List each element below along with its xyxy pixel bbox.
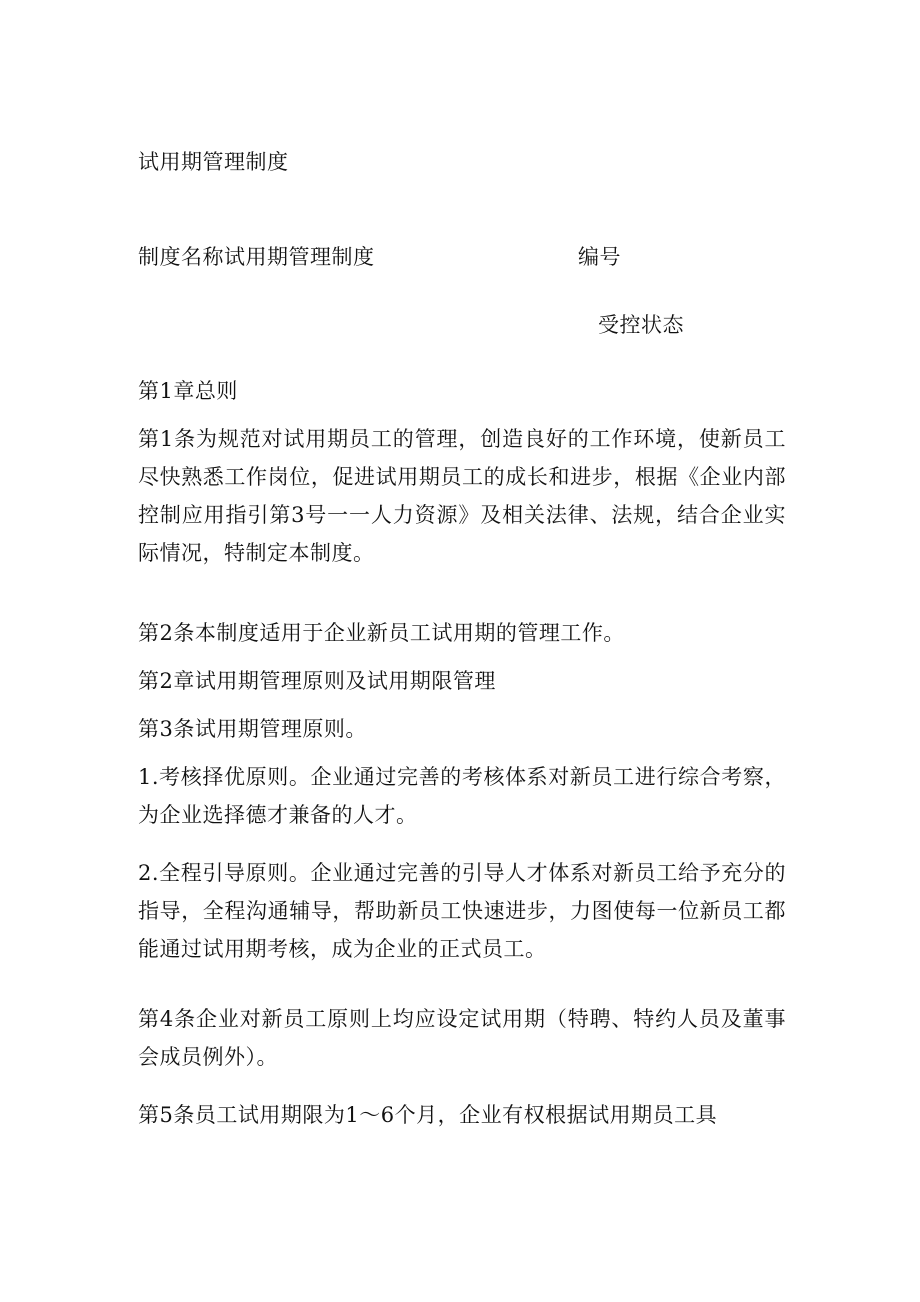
control-status-field: 受控状态 (598, 313, 684, 337)
policy-name-field: 制度名称试用期管理制度 (138, 245, 375, 269)
article-3: 第3条试用期管理原则。 (138, 717, 367, 741)
article-4: 第4条企业对新员工原则上均应设定试用期（特聘、特约人员及董事会成员例外）。 (138, 1007, 786, 1069)
document-title: 试用期管理制度 (138, 150, 289, 174)
article-2: 第2条本制度适用于企业新员工试用期的管理工作。 (138, 621, 625, 645)
chapter-2-heading: 第2章试用期管理原则及试用期限管理 (138, 669, 496, 693)
article-5: 第5条员工试用期限为1～6个月，企业有权根据试用期员工具 (138, 1103, 718, 1127)
chapter-1-heading: 第1章总则 (138, 379, 238, 403)
principle-1: 1.考核择优原则。企业通过完善的考核体系对新员工进行综合考察，为企业选择德才兼备的人才。 (138, 765, 786, 827)
principle-2: 2.全程引导原则。企业通过完善的引导人才体系对新员工给予充分的指导，全程沟通辅导，帮助新员工快速进步，力图使每一位新员工都能通过试用期考核，成为企业的正式员工。 (138, 861, 786, 961)
article-1: 第1条为规范对试用期员工的管理，创造良好的工作环境，使新员工尽快熟悉工作岗位，促进试用期员工的成长和进步，根据《企业内部控制应用指引第3号一一人力资源》及相关法律、法规，结合企业实际情况，特制定本制度。 (138, 427, 786, 565)
policy-code-field: 编号 (578, 245, 621, 269)
